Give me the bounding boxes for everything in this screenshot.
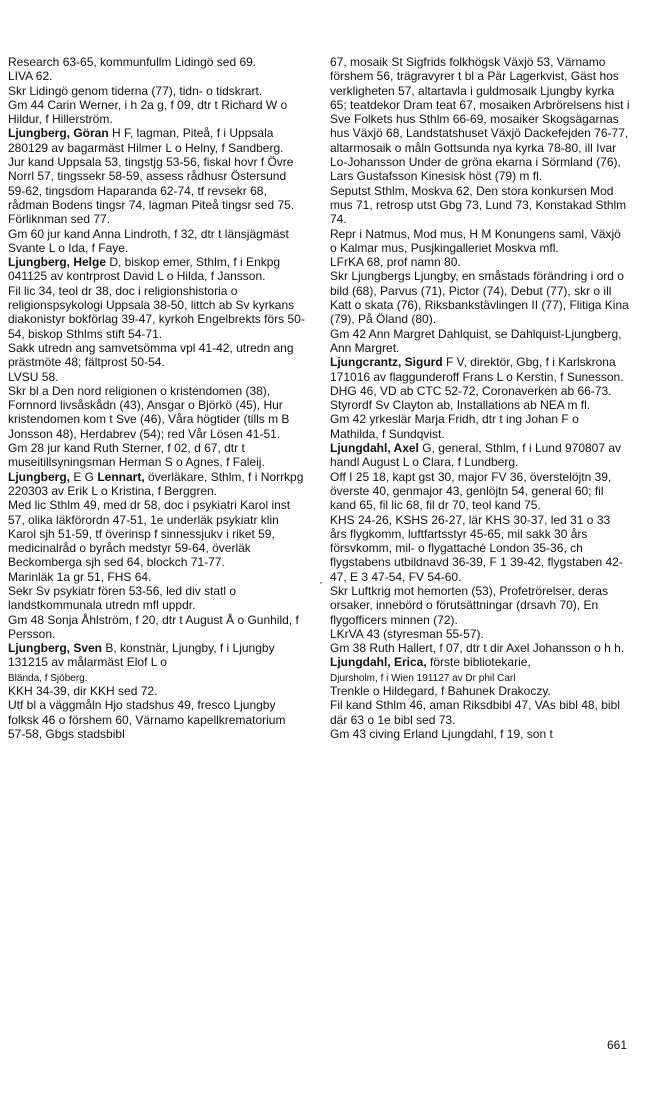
entry-paragraph: Off I 25 18, kapt gst 30, major FV 36, överstelöjtn 39, överste 40, genmajor 43, genlöjtn 54, general 60; fil kand 65, fil lic 68, fil dr 70, teol kand 75. bbox=[330, 469, 612, 513]
entry-paragraph: Gm 42 Ann Margret Dahlquist, se Dahlquist-Ljungberg, Ann Margret. bbox=[330, 326, 622, 355]
entry-paragraph: LKrVA 43 (styresman 55-57). bbox=[330, 626, 484, 641]
entry-paragraph: Skr bl a Den nord religionen o kristendomen (38), Fornnord livsåskådn (43), Ansgar o Björkö (45), Hur kristendomen kom t Sve (46), Våra högtider (tills m B Jonsson 48), Herdabrev (54); red Vår Lösen 41-51. bbox=[8, 383, 290, 441]
entry-paragraph: Gm 43 civing Erland Ljungdahl, f 19, son t bbox=[330, 726, 553, 741]
entry-paragraph: Gm 44 Carin Werner, i h 2a g, f 09, dtr t Richard W o Hildur, f Hillerström. bbox=[8, 97, 288, 127]
entry-paragraph: Skr Ljungbergs Ljungby, en småstads förändring i ord o bild (68), Parvus (71), Pictor (74), Debut (77), skr o ill Katt o skata (76), Riksbankstävlingen II (77), Flitiga Kina (79), På Öland (80). bbox=[330, 269, 629, 327]
entry-paragraph: Sekr Sv psykiatr fören 53-56, led div statl o landstkommunala utredn mfl uppdr. bbox=[8, 583, 237, 613]
margin-dot: · bbox=[319, 575, 323, 589]
entry-name: Ljungberg, Göran bbox=[8, 126, 109, 141]
left-column bbox=[8, 55, 306, 741]
entry-paragraph: Styrordf Sv Clayton ab, Installations ab NEA m fl. bbox=[330, 398, 591, 413]
entry-heading: Ljungberg, Göran H F, lagman, Piteå, f i Uppsala 280129 av bagarmäst Hilmer L o Helny, f Sandberg. bbox=[8, 126, 284, 155]
entry-name: Lennart, bbox=[97, 469, 145, 484]
entry-heading: Ljungdahl, Erica, förste bibliotekarie, Djursholm, f i Wien 191127 av Dr phil Carl Trenkle o Hildegard, f Bahunek Drakoczy. bbox=[330, 655, 551, 699]
entry-paragraph: Research 63-65, kommunfullm Lidingö sed 69. bbox=[8, 55, 257, 69]
entry-name: Ljungdahl, Erica, bbox=[330, 655, 427, 670]
entry-heading: Ljungberg, E G Lennart, överläkare, Sthlm, f i Norrkpg 220303 av Erik L o Kristina, f Berggren. bbox=[8, 469, 304, 498]
entry-paragraph: Fil kand Sthlm 46, aman Riksdbibl 47, VAs bibl 48, bibl där 63 o 1e bibl sed 73. bbox=[330, 698, 620, 727]
entry-paragraph: Gm 28 jur kand Ruth Sterner, f 02, d 67, dtr t museitillsyningsman Herman S o Agnes, f Faleij. bbox=[8, 441, 265, 470]
entry-paragraph: Skr Luftkrig mot hemorten (53), Profetrörelser, deras orsaker, innebörd o förutsättningar (drsavh 70), En flygofficers minnen (72). bbox=[330, 583, 609, 627]
entry-paragraph: Marinläk 1a gr 51, FHS 64. bbox=[8, 569, 152, 584]
entry-paragraph: Gm 42 yrkeslär Marja Fridh, dtr t ing Johan F o Mathilda, f Sundqvist. bbox=[330, 412, 579, 441]
entry-paragraph: Utf bl a väggmåln Hjo stadshus 49, fresco Ljungby folksk 46 o förshem 60, Värnamo kapellkrematorium 57-58, Gbgs stadsbibl bbox=[8, 698, 286, 741]
entry-heading: Ljungberg, Sven B, konstnär, Ljungby, f i Ljungby 131215 av målarmäst Elof L o Blända, f Sjöberg. bbox=[8, 641, 275, 684]
entry-paragraph: LFrKA 68, prof namn 80. bbox=[330, 255, 461, 270]
entry-paragraph: Seputst Sthlm, Moskva 62, Den stora konkursen Mod mus 71, retrosp utst Gbg 73, Lund 73, Konstakad Sthlm 74. bbox=[330, 183, 627, 227]
entry-paragraph: 67, mosaik St Sigfrids folkhögsk Växjö 53, Värnamo förshem 56, trägravyrer t bl a Pär Lagerkvist, Gäst hos verkligheten 57, altartavla i guldmosaik Ljungby kyrka 65; teatdekor Dram teat 67, mosaiken Arbrörelsens hist i Sve Folkets hus Sthlm 66-69, mosaiker Skogsägarnas hus Växjö 68, Landstatshuset Växjö Dackefejden 76-77, altarmosaik o måln Gottsunda nya kyrka 78-80, ill Ivar Lo-Johansson Under de gröna ekarna i Sörmland (76), Lars Gustafsson Kinesisk höst (79) m fl. bbox=[330, 55, 630, 184]
entry-paragraph: KHS 24-26, KSHS 26-27, lär KHS 30-37, led 31 o 33 års flygkomm, luftfartsstyr 45-65, mil sakk 30 års försvkomm, mil- o flygattaché London 35-36, ch flygstabens utbildnavd 36-39, F 1 39-42, flygstaben 42-47, E 3 47-54, FV 54-60. bbox=[330, 512, 623, 584]
entry-paragraph: Med lic Sthlm 49, med dr 58, doc i psykiatri Karol inst 57, olika läkförordn 47-51, 1e underläk psykiatr klin Karol sjh 51-59, tf överinsp f sinnessjukv i riket 59, medicinalråd o byråch medstyr 59-64, överläk Beckomberga sjh sed 64, blockch 71-77. bbox=[8, 498, 291, 570]
entry-paragraph: Gm 60 jur kand Anna Lindroth, f 32, dtr t länsjägmäst Svante L o Ida, f Faye. bbox=[8, 226, 289, 255]
entry-paragraph: Sakk utredn ang samvetsömma vpl 41-42, utredn ang prästmöte 48; fältprost 50-54. bbox=[8, 340, 294, 370]
entry-paragraph: Jur kand Uppsala 53, tingstjg 53-56, fiskal hovr f Övre Norrl 57, tingssekr 58-59, assess rådhusr Östersund 59-62, tingsdom Haparanda 62-74, tf revsekr 68, rådman Bodens tingsr 74, lagman Piteå tingsr sed 75. bbox=[8, 155, 295, 212]
entry-paragraph: Skr Lidingö genom tiderna (77), tidn- o tidskrart. bbox=[8, 83, 263, 98]
entry-heading: Ljungberg, Helge D, biskop emer, Sthlm, f i Enkpg 041125 av kontrprost David L o Hilda, f Jansson. bbox=[8, 255, 281, 284]
entry-paragraph: DHG 46, VD ab CTC 52-72, Coronaverken ab 66-73. bbox=[330, 383, 612, 398]
entry-paragraph: Gm 38 Ruth Hallert, f 07, dtr t dir Axel Johansson o h h. bbox=[330, 641, 625, 656]
right-column bbox=[330, 55, 630, 741]
entry-paragraph: KKH 34-39, dir KKH sed 72. bbox=[8, 684, 158, 699]
entry-name: Ljungdahl, Axel bbox=[330, 441, 419, 456]
entry-paragraph: LIVA 62. bbox=[8, 69, 53, 84]
entry-paragraph: Gm 48 Sonja Åhlström, f 20, dtr t August Å o Gunhild, f Persson. bbox=[8, 612, 299, 641]
entry-name: Ljungcrantz, Sigurd bbox=[330, 355, 443, 370]
entry-paragraph: Förliknman sed 77. bbox=[8, 212, 111, 227]
entry-name: Ljungberg, Sven bbox=[8, 641, 103, 656]
entry-paragraph: LVSU 58. bbox=[8, 369, 59, 384]
page-number: 661 bbox=[607, 1038, 628, 1052]
entry-heading: Ljungdahl, Axel G, general, Sthlm, f i Lund 970807 av handl August L o Clara, f Lundberg. bbox=[330, 441, 622, 470]
entry-paragraph: Repr i Natmus, Mod mus, H M Konungens saml, Växjö o Kalmar mus, Pusjkingalleriet Moskva mfl. bbox=[330, 226, 621, 255]
entry-name: Ljungberg, Helge bbox=[8, 255, 107, 270]
entry-paragraph: Fil lic 34, teol dr 38, doc i religionshistoria o religionspsykologi Uppsala 38-50, littch ab Sv kyrkans diakonistyr bokförlag 39-47, kyrkoh Engelbrekts förs 50-54, biskop Sthlms stift 54-71. bbox=[8, 283, 305, 341]
entry-name: Ljungberg, bbox=[8, 469, 70, 484]
entry-heading: Ljungcrantz, Sigurd F V, direktör, Gbg, f i Karlskrona 171016 av flaggunderoff Frans L o Kerstin, f Sunesson. bbox=[330, 355, 624, 384]
